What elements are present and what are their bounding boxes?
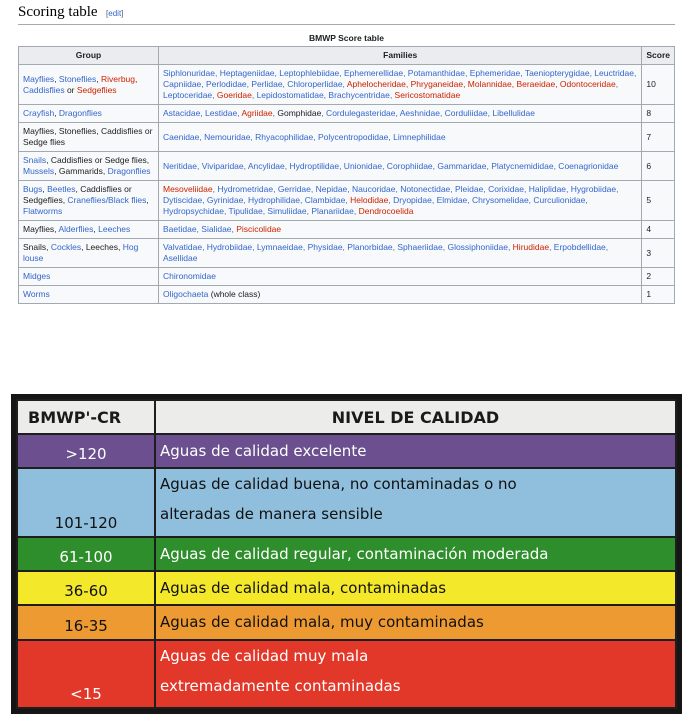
group-text: ,: [42, 184, 48, 194]
families-cell: [159, 181, 642, 221]
group-cell: [19, 152, 159, 181]
bmwp-score-table: [18, 32, 675, 304]
family-link[interactable]: , Lepidostomatidae, Brachycentridae,: [251, 90, 395, 100]
family-link[interactable]: , Cordulegasteridae, Aeshnidae, Corduliidae, Libellulidae: [321, 108, 535, 118]
table-row: [19, 221, 675, 239]
score-range-cell: >120: [17, 434, 155, 468]
group-link[interactable]: Sedgeflies: [76, 84, 117, 95]
score-cell: 5: [642, 181, 675, 221]
quality-description-line: extremadamente contaminadas: [160, 676, 401, 695]
family-link[interactable]: , Hydrometridae, Gerridae, Nepidae, Naucoridae, Notonectidae, Pleidae, Corixidae, Haliplidae, Hygrobiidae, Dytiscidae, Gyrinidae, Hydrophilidae, Clambidae,: [163, 184, 619, 205]
group-link[interactable]: Mayflies: [23, 73, 55, 84]
family-link[interactable]: Caenidae, Nemouridae, Rhyacophilidae, Polycentropodidae, Limnephilidae: [163, 131, 446, 142]
quality-row: [17, 640, 676, 709]
family-link[interactable]: Goeridae: [216, 90, 252, 100]
group-text: , Gammarids,: [54, 166, 108, 176]
score-cell: 1: [642, 286, 675, 304]
group-cell: [19, 221, 159, 239]
quality-description-cell: [155, 468, 676, 537]
bmwp-cr-quality-panel: [11, 394, 682, 714]
family-link[interactable]: ,: [272, 108, 278, 118]
quality-description-line: Aguas de calidad mala, contaminadas: [160, 579, 447, 598]
group-link[interactable]: Dragonflies: [107, 166, 151, 176]
group-text: ,: [96, 73, 101, 84]
group-text: , Caddisflies or Sedgeflies,: [23, 184, 132, 205]
families-cell: [159, 152, 642, 181]
group-link[interactable]: Flatworms: [23, 206, 63, 216]
families-cell: [159, 105, 642, 123]
score-range-cell: 16-35: [17, 605, 155, 639]
group-text: ,: [54, 108, 59, 118]
family-link[interactable]: Hirudidae: [512, 242, 550, 252]
quality-row: [17, 605, 676, 639]
section-title: Scoring table: [18, 4, 98, 20]
group-cell: [19, 105, 159, 123]
family-link[interactable]: Dendrocoelida: [358, 206, 414, 216]
score-cell: 4: [642, 221, 675, 239]
quality-description-line: Aguas de calidad excelente: [160, 442, 367, 461]
group-cell: [19, 65, 159, 105]
header-score: Score: [642, 47, 675, 65]
group-link[interactable]: Riverbug: [101, 73, 136, 84]
score-range-cell: 101-120: [17, 468, 155, 537]
families-cell: [159, 286, 642, 304]
family-link[interactable]: Valvatidae, Hydrobiidae, Lymnaeidae, Physidae, Planorbidae, Sphaeriidae, Glossiphoniidae,: [163, 242, 513, 252]
quality-row: [17, 537, 676, 571]
table-row: [19, 286, 675, 304]
family-link[interactable]: Chironomidae: [163, 271, 216, 281]
score-cell: 6: [642, 152, 675, 181]
score-cell: 3: [642, 239, 675, 268]
quality-description-cell: [155, 537, 676, 571]
families-cell: [159, 123, 642, 152]
quality-description-line: Aguas de calidad buena, no contaminadas o no: [160, 475, 517, 494]
score-range-cell: <15: [17, 640, 155, 709]
table-row: [19, 152, 675, 181]
family-link[interactable]: Astacidae, Lestidae,: [163, 108, 242, 118]
header-nivel-de-calidad: NIVEL DE CALIDAD: [155, 400, 676, 434]
family-link[interactable]: , Leptoceridae,: [163, 79, 619, 100]
family-link[interactable]: Piscicolidae: [236, 224, 282, 234]
family-text: Gomphidae: [277, 108, 322, 118]
table-row: [19, 181, 675, 221]
family-text: (whole class): [208, 289, 261, 299]
group-link[interactable]: Snails: [23, 155, 47, 165]
group-link[interactable]: Cockles: [50, 242, 82, 252]
family-link[interactable]: Neritidae, Viviparidae, Ancylidae, Hydroptilidae, Unionidae, Corophiidae, Gammaridae, Platycnemididae, Coenagrionidae: [163, 160, 619, 171]
table-row: [19, 239, 675, 268]
group-text: , Caddisflies or Sedge flies,: [46, 155, 150, 165]
group-text: or: [64, 84, 77, 95]
group-link[interactable]: Caddisflies: [23, 84, 65, 95]
family-link[interactable]: Oligochaeta: [163, 289, 209, 299]
group-cell: [19, 181, 159, 221]
table-caption: BMWP Score table: [309, 33, 384, 43]
quality-description-line: Aguas de calidad muy mala: [160, 646, 369, 665]
score-cell: 10: [642, 65, 675, 105]
quality-description-line: alteradas de manera sensible: [160, 505, 383, 524]
quality-row: [17, 468, 676, 537]
group-link[interactable]: Craneflies/Black flies: [67, 195, 147, 205]
group-text: ,: [146, 195, 149, 205]
group-link[interactable]: Alderflies: [58, 224, 94, 234]
edit-section-link[interactable]: edit: [108, 9, 122, 18]
group-cell: [19, 239, 159, 268]
quality-description-cell: [155, 605, 676, 639]
family-link[interactable]: Helodidae: [350, 195, 389, 205]
quality-description-cell: [155, 571, 676, 605]
score-cell: 8: [642, 105, 675, 123]
group-link[interactable]: Mussels: [23, 166, 55, 176]
header-group: Group: [19, 47, 159, 65]
quality-description-line: Aguas de calidad regular, contaminación moderada: [160, 544, 549, 563]
group-link[interactable]: Beetles: [47, 184, 76, 194]
header-families: Families: [159, 47, 642, 65]
edit-section-link-wrapper: [edit]: [106, 9, 124, 18]
score-range-cell: 61-100: [17, 537, 155, 571]
family-link[interactable]: Siphlonuridae, Heptageniidae, Leptophlebiidae, Ephemerellidae, Potamanthidae, Ephemeridae, Taeniopterygidae, Leuctridae, Capniidae, Perlodidae, Perlidae, Chloroperlidae,: [163, 68, 637, 89]
group-link[interactable]: Midges: [23, 271, 51, 281]
group-text: Mayflies, Stoneflies, Caddisflies or Sedge flies: [23, 126, 153, 147]
quality-row: [17, 571, 676, 605]
score-range-cell: 36-60: [17, 571, 155, 605]
score-cell: 7: [642, 123, 675, 152]
group-text: ,: [54, 73, 59, 84]
family-link[interactable]: Mesoveliidae: [163, 184, 213, 194]
group-link[interactable]: Dragonflies: [58, 108, 102, 118]
group-link[interactable]: Leeches: [98, 224, 131, 234]
table-row: [19, 105, 675, 123]
table-row: [19, 123, 675, 152]
families-cell: [159, 268, 642, 286]
group-text: ,: [135, 73, 138, 84]
family-link[interactable]: Sericostomatidae: [394, 90, 461, 100]
family-link[interactable]: , Erpobdellidae, Asellidae: [163, 242, 609, 263]
family-link[interactable]: Baetidae, Sialidae,: [163, 224, 237, 234]
group-cell: [19, 286, 159, 304]
group-text: , Leeches,: [81, 242, 123, 252]
section-heading: [18, 3, 675, 25]
table-row: [19, 65, 675, 105]
families-cell: [159, 239, 642, 268]
quality-row: [17, 434, 676, 468]
quality-description-cell: [155, 640, 676, 709]
group-link[interactable]: Crayfish: [23, 108, 55, 118]
group-link[interactable]: Stoneflies: [58, 73, 97, 84]
table-row: [19, 268, 675, 286]
group-text: Snails,: [23, 242, 51, 252]
header-bmwp-cr: BMWP'-CR: [17, 400, 155, 434]
group-text: ,: [93, 224, 99, 234]
group-cell: [19, 123, 159, 152]
family-link[interactable]: Agriidae: [241, 108, 273, 118]
group-cell: [19, 268, 159, 286]
family-link[interactable]: , Dryopidae, Elmidae, Chrysomelidae, Curculionidae, Hydropsychidae, Tipulidae, Simuliidae, Planariidae,: [163, 195, 588, 216]
water-quality-table: [16, 399, 677, 709]
quality-description-line: Aguas de calidad mala, muy contaminadas: [160, 613, 484, 632]
score-cell: 2: [642, 268, 675, 286]
families-cell: [159, 65, 642, 105]
group-link[interactable]: Hog louse: [23, 242, 139, 263]
family-link[interactable]: Aphelocheridae, Phryganeidae, Molannidae, Beraeidae, Odontoceridae: [346, 79, 616, 89]
group-link[interactable]: Worms: [23, 289, 50, 299]
group-text: Mayflies,: [23, 224, 59, 234]
group-link[interactable]: Bugs: [23, 184, 43, 194]
families-cell: [159, 221, 642, 239]
quality-description-cell: [155, 434, 676, 468]
